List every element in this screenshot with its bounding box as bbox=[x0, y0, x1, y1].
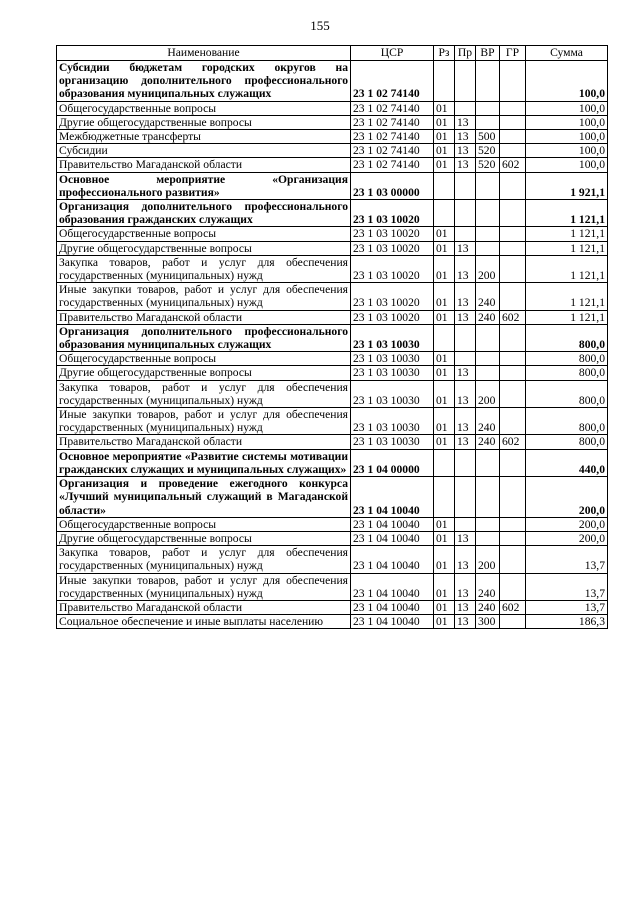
cell-csr: 23 1 03 10030 bbox=[351, 352, 434, 366]
table-row bbox=[57, 435, 608, 449]
cell-csr: 23 1 04 00000 bbox=[351, 449, 434, 476]
cell-pr: 13 bbox=[455, 435, 476, 449]
cell-name: Правительство Магаданской области bbox=[57, 435, 351, 449]
cell-vr bbox=[476, 172, 500, 199]
cell-csr: 23 1 04 10040 bbox=[351, 615, 434, 629]
cell-sum: 100,0 bbox=[526, 115, 608, 129]
cell-gr bbox=[500, 283, 526, 310]
table-row bbox=[57, 101, 608, 115]
cell-gr bbox=[500, 546, 526, 573]
cell-name: Иные закупки товаров, работ и услуг для обеспечения государственных (муниципальных) нужд bbox=[57, 573, 351, 600]
cell-sum: 800,0 bbox=[526, 324, 608, 351]
cell-vr bbox=[476, 449, 500, 476]
cell-rz: 01 bbox=[434, 380, 455, 407]
cell-rz: 01 bbox=[434, 615, 455, 629]
cell-sum: 100,0 bbox=[526, 158, 608, 172]
cell-gr bbox=[500, 324, 526, 351]
cell-gr: 602 bbox=[500, 310, 526, 324]
cell-csr: 23 1 03 10030 bbox=[351, 380, 434, 407]
cell-name: Организация и проведение ежегодного конкурса «Лучший муниципальный служащий в Магаданской области» bbox=[57, 477, 351, 518]
cell-rz bbox=[434, 477, 455, 518]
cell-csr: 23 1 03 10030 bbox=[351, 435, 434, 449]
cell-name: Иные закупки товаров, работ и услуг для обеспечения государственных (муниципальных) нужд bbox=[57, 283, 351, 310]
cell-rz: 01 bbox=[434, 573, 455, 600]
cell-pr bbox=[455, 227, 476, 241]
cell-gr bbox=[500, 449, 526, 476]
cell-csr: 23 1 03 10020 bbox=[351, 241, 434, 255]
table-row bbox=[57, 158, 608, 172]
table-row bbox=[57, 324, 608, 351]
cell-gr bbox=[500, 227, 526, 241]
table-row bbox=[57, 130, 608, 144]
cell-pr: 13 bbox=[455, 366, 476, 380]
cell-csr: 23 1 03 00000 bbox=[351, 172, 434, 199]
cell-pr: 13 bbox=[455, 144, 476, 158]
cell-rz bbox=[434, 324, 455, 351]
header-gr: ГР bbox=[500, 46, 526, 61]
cell-vr: 240 bbox=[476, 408, 500, 435]
cell-csr: 23 1 04 10040 bbox=[351, 600, 434, 614]
cell-sum: 100,0 bbox=[526, 61, 608, 102]
cell-csr: 23 1 02 74140 bbox=[351, 130, 434, 144]
cell-rz: 01 bbox=[434, 283, 455, 310]
cell-gr bbox=[500, 615, 526, 629]
cell-name: Организация дополнительного профессионального образования гражданских служащих bbox=[57, 200, 351, 227]
cell-rz: 01 bbox=[434, 144, 455, 158]
cell-gr: 602 bbox=[500, 158, 526, 172]
cell-pr: 13 bbox=[455, 546, 476, 573]
cell-vr bbox=[476, 324, 500, 351]
cell-rz: 01 bbox=[434, 158, 455, 172]
table-row bbox=[57, 408, 608, 435]
cell-rz: 01 bbox=[434, 115, 455, 129]
cell-vr: 300 bbox=[476, 615, 500, 629]
cell-pr bbox=[455, 477, 476, 518]
cell-vr: 520 bbox=[476, 158, 500, 172]
cell-vr: 240 bbox=[476, 310, 500, 324]
cell-sum: 200,0 bbox=[526, 477, 608, 518]
cell-sum: 13,7 bbox=[526, 600, 608, 614]
table-row bbox=[57, 283, 608, 310]
table-body bbox=[57, 61, 608, 629]
cell-vr bbox=[476, 200, 500, 227]
cell-gr bbox=[500, 200, 526, 227]
cell-name: Закупка товаров, работ и услуг для обеспечения государственных (муниципальных) нужд bbox=[57, 380, 351, 407]
cell-csr: 23 1 03 10020 bbox=[351, 310, 434, 324]
cell-sum: 1 121,1 bbox=[526, 283, 608, 310]
cell-name: Основное мероприятие «Развитие системы мотивации гражданских служащих и муниципальных служащих» bbox=[57, 449, 351, 476]
cell-gr bbox=[500, 352, 526, 366]
cell-pr: 13 bbox=[455, 600, 476, 614]
cell-sum: 13,7 bbox=[526, 546, 608, 573]
table-row bbox=[57, 255, 608, 282]
cell-rz bbox=[434, 200, 455, 227]
cell-sum: 1 121,1 bbox=[526, 241, 608, 255]
cell-gr bbox=[500, 255, 526, 282]
table-row bbox=[57, 615, 608, 629]
cell-rz bbox=[434, 61, 455, 102]
cell-name: Правительство Магаданской области bbox=[57, 158, 351, 172]
table-row bbox=[57, 573, 608, 600]
cell-name: Правительство Магаданской области bbox=[57, 600, 351, 614]
cell-csr: 23 1 02 74140 bbox=[351, 61, 434, 102]
cell-rz bbox=[434, 449, 455, 476]
header-name: Наименование bbox=[57, 46, 351, 61]
cell-sum: 186,3 bbox=[526, 615, 608, 629]
cell-name: Межбюджетные трансферты bbox=[57, 130, 351, 144]
cell-vr: 200 bbox=[476, 255, 500, 282]
cell-sum: 800,0 bbox=[526, 408, 608, 435]
cell-sum: 1 921,1 bbox=[526, 172, 608, 199]
table-row bbox=[57, 352, 608, 366]
cell-vr: 240 bbox=[476, 435, 500, 449]
header-pr: Пр bbox=[455, 46, 476, 61]
cell-name: Закупка товаров, работ и услуг для обеспечения государственных (муниципальных) нужд bbox=[57, 255, 351, 282]
cell-pr bbox=[455, 172, 476, 199]
cell-gr bbox=[500, 477, 526, 518]
table-header-row bbox=[57, 46, 608, 61]
cell-rz: 01 bbox=[434, 600, 455, 614]
cell-csr: 23 1 02 74140 bbox=[351, 115, 434, 129]
cell-sum: 13,7 bbox=[526, 573, 608, 600]
cell-name: Субсидии bbox=[57, 144, 351, 158]
cell-name: Другие общегосударственные вопросы bbox=[57, 531, 351, 545]
table-row bbox=[57, 531, 608, 545]
table-row bbox=[57, 172, 608, 199]
cell-sum: 100,0 bbox=[526, 144, 608, 158]
cell-gr bbox=[500, 115, 526, 129]
table-row bbox=[57, 366, 608, 380]
cell-rz: 01 bbox=[434, 408, 455, 435]
cell-name: Субсидии бюджетам городских округов на организацию дополнительного профессионального образования муниципальных служащих bbox=[57, 61, 351, 102]
cell-pr bbox=[455, 101, 476, 115]
cell-vr bbox=[476, 61, 500, 102]
table-row bbox=[57, 517, 608, 531]
cell-vr: 240 bbox=[476, 573, 500, 600]
cell-gr bbox=[500, 144, 526, 158]
cell-gr bbox=[500, 172, 526, 199]
page-number: 155 bbox=[310, 18, 330, 33]
cell-rz: 01 bbox=[434, 227, 455, 241]
header-vr: ВР bbox=[476, 46, 500, 61]
cell-pr bbox=[455, 517, 476, 531]
cell-rz: 01 bbox=[434, 435, 455, 449]
cell-rz bbox=[434, 172, 455, 199]
cell-pr: 13 bbox=[455, 130, 476, 144]
cell-sum: 1 121,1 bbox=[526, 255, 608, 282]
cell-sum: 1 121,1 bbox=[526, 310, 608, 324]
cell-gr: 602 bbox=[500, 435, 526, 449]
table-row bbox=[57, 380, 608, 407]
table-row bbox=[57, 227, 608, 241]
cell-rz: 01 bbox=[434, 101, 455, 115]
cell-vr bbox=[476, 227, 500, 241]
cell-name: Общегосударственные вопросы bbox=[57, 101, 351, 115]
header-rz: Рз bbox=[434, 46, 455, 61]
cell-name: Общегосударственные вопросы bbox=[57, 517, 351, 531]
cell-csr: 23 1 04 10040 bbox=[351, 531, 434, 545]
cell-name: Правительство Магаданской области bbox=[57, 310, 351, 324]
cell-vr: 240 bbox=[476, 600, 500, 614]
cell-vr: 520 bbox=[476, 144, 500, 158]
cell-rz: 01 bbox=[434, 352, 455, 366]
cell-name: Организация дополнительного профессионального образования муниципальных служащих bbox=[57, 324, 351, 351]
cell-csr: 23 1 03 10020 bbox=[351, 283, 434, 310]
cell-vr bbox=[476, 366, 500, 380]
cell-vr bbox=[476, 517, 500, 531]
cell-name: Социальное обеспечение и иные выплаты населению bbox=[57, 615, 351, 629]
cell-pr bbox=[455, 200, 476, 227]
table-row bbox=[57, 600, 608, 614]
cell-pr: 13 bbox=[455, 615, 476, 629]
cell-pr: 13 bbox=[455, 115, 476, 129]
cell-gr bbox=[500, 241, 526, 255]
cell-pr: 13 bbox=[455, 573, 476, 600]
cell-pr bbox=[455, 449, 476, 476]
table-row bbox=[57, 115, 608, 129]
cell-name: Другие общегосударственные вопросы bbox=[57, 366, 351, 380]
cell-gr bbox=[500, 380, 526, 407]
cell-name: Общегосударственные вопросы bbox=[57, 352, 351, 366]
cell-vr: 200 bbox=[476, 380, 500, 407]
cell-csr: 23 1 04 10040 bbox=[351, 546, 434, 573]
cell-csr: 23 1 03 10020 bbox=[351, 200, 434, 227]
budget-table bbox=[56, 45, 608, 629]
cell-gr bbox=[500, 61, 526, 102]
cell-vr bbox=[476, 477, 500, 518]
cell-rz: 01 bbox=[434, 517, 455, 531]
cell-sum: 100,0 bbox=[526, 101, 608, 115]
cell-pr: 13 bbox=[455, 158, 476, 172]
cell-csr: 23 1 03 10020 bbox=[351, 227, 434, 241]
cell-gr bbox=[500, 130, 526, 144]
table-row bbox=[57, 449, 608, 476]
header-sum: Сумма bbox=[526, 46, 608, 61]
cell-rz: 01 bbox=[434, 241, 455, 255]
cell-vr bbox=[476, 531, 500, 545]
cell-pr bbox=[455, 61, 476, 102]
cell-vr: 200 bbox=[476, 546, 500, 573]
cell-sum: 200,0 bbox=[526, 517, 608, 531]
table-row bbox=[57, 200, 608, 227]
cell-gr bbox=[500, 366, 526, 380]
cell-sum: 800,0 bbox=[526, 366, 608, 380]
cell-pr: 13 bbox=[455, 241, 476, 255]
cell-name: Иные закупки товаров, работ и услуг для обеспечения государственных (муниципальных) нужд bbox=[57, 408, 351, 435]
cell-csr: 23 1 02 74140 bbox=[351, 144, 434, 158]
cell-pr: 13 bbox=[455, 283, 476, 310]
cell-csr: 23 1 03 10030 bbox=[351, 324, 434, 351]
cell-rz: 01 bbox=[434, 130, 455, 144]
cell-sum: 200,0 bbox=[526, 531, 608, 545]
cell-csr: 23 1 04 10040 bbox=[351, 477, 434, 518]
cell-name: Основное мероприятие «Организация профессионального развития» bbox=[57, 172, 351, 199]
cell-pr: 13 bbox=[455, 531, 476, 545]
table-row bbox=[57, 144, 608, 158]
table-row bbox=[57, 310, 608, 324]
cell-rz: 01 bbox=[434, 366, 455, 380]
cell-csr: 23 1 03 10030 bbox=[351, 366, 434, 380]
cell-gr bbox=[500, 531, 526, 545]
cell-pr bbox=[455, 352, 476, 366]
cell-gr: 602 bbox=[500, 600, 526, 614]
cell-vr: 500 bbox=[476, 130, 500, 144]
table-row bbox=[57, 61, 608, 102]
cell-name: Общегосударственные вопросы bbox=[57, 227, 351, 241]
cell-csr: 23 1 04 10040 bbox=[351, 573, 434, 600]
cell-rz: 01 bbox=[434, 546, 455, 573]
cell-csr: 23 1 03 10030 bbox=[351, 408, 434, 435]
cell-csr: 23 1 02 74140 bbox=[351, 158, 434, 172]
cell-sum: 800,0 bbox=[526, 380, 608, 407]
cell-vr bbox=[476, 115, 500, 129]
cell-pr bbox=[455, 324, 476, 351]
cell-name: Другие общегосударственные вопросы bbox=[57, 241, 351, 255]
cell-csr: 23 1 04 10040 bbox=[351, 517, 434, 531]
cell-vr bbox=[476, 241, 500, 255]
cell-rz: 01 bbox=[434, 310, 455, 324]
cell-pr: 13 bbox=[455, 408, 476, 435]
cell-vr: 240 bbox=[476, 283, 500, 310]
cell-sum: 800,0 bbox=[526, 352, 608, 366]
cell-gr bbox=[500, 517, 526, 531]
table-row bbox=[57, 477, 608, 518]
cell-sum: 1 121,1 bbox=[526, 227, 608, 241]
cell-gr bbox=[500, 101, 526, 115]
cell-pr: 13 bbox=[455, 255, 476, 282]
cell-vr bbox=[476, 101, 500, 115]
cell-vr bbox=[476, 352, 500, 366]
cell-sum: 100,0 bbox=[526, 130, 608, 144]
cell-pr: 13 bbox=[455, 380, 476, 407]
header-csr: ЦСР bbox=[351, 46, 434, 61]
cell-name: Другие общегосударственные вопросы bbox=[57, 115, 351, 129]
cell-name: Закупка товаров, работ и услуг для обеспечения государственных (муниципальных) нужд bbox=[57, 546, 351, 573]
cell-csr: 23 1 02 74140 bbox=[351, 101, 434, 115]
cell-gr bbox=[500, 408, 526, 435]
cell-gr bbox=[500, 573, 526, 600]
cell-sum: 440,0 bbox=[526, 449, 608, 476]
table-row bbox=[57, 546, 608, 573]
cell-rz: 01 bbox=[434, 255, 455, 282]
table-row bbox=[57, 241, 608, 255]
cell-rz: 01 bbox=[434, 531, 455, 545]
cell-sum: 1 121,1 bbox=[526, 200, 608, 227]
cell-pr: 13 bbox=[455, 310, 476, 324]
cell-csr: 23 1 03 10020 bbox=[351, 255, 434, 282]
cell-sum: 800,0 bbox=[526, 435, 608, 449]
